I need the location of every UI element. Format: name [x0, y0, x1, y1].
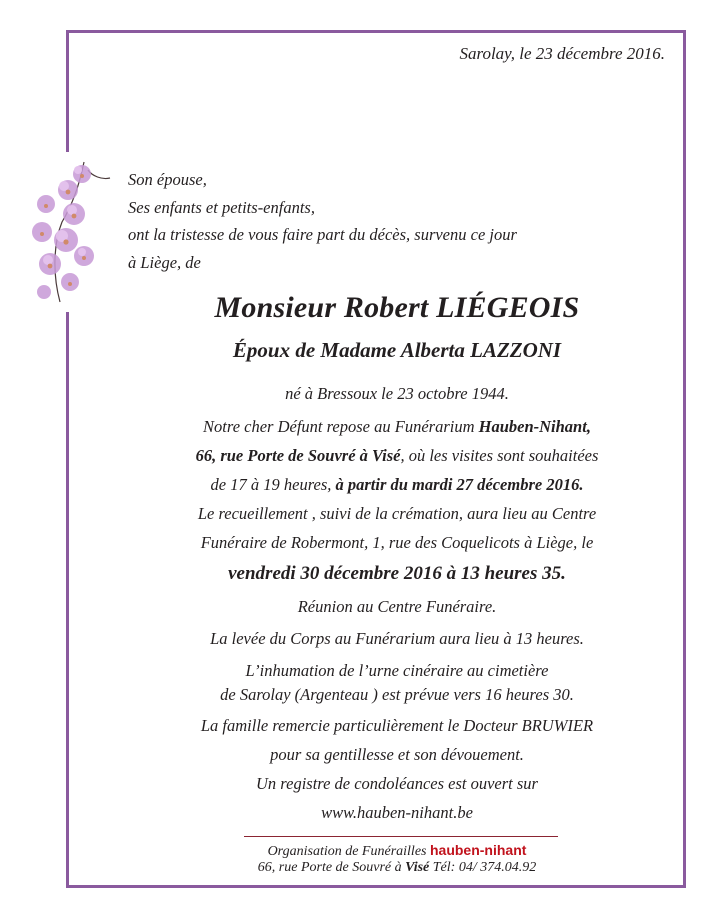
detail-line: La famille remercie particulièrement le Docteur BRUWIER — [200, 716, 594, 735]
intro-line: ont la tristesse de vous faire part du décès, survenu ce jour — [128, 225, 517, 244]
footer-address-text: 66, rue Porte de Souvré à — [257, 860, 406, 875]
spouse-line: Époux de Madame Alberta LAZZONI — [232, 338, 562, 362]
ceremony-line-1: Le recueillement , suivi de la crémation, aura lieu au Centre — [197, 504, 597, 523]
footer-address — [72, 860, 717, 876]
visits-line-2 — [72, 441, 717, 470]
brand-logo: hauben-nihant — [429, 842, 527, 858]
intro-block — [128, 166, 517, 276]
detail-line: La levée du Corps au Funérarium aura lieu à 13 heures. — [210, 629, 584, 648]
details-block — [72, 379, 717, 827]
orchid-flower-icon — [22, 152, 112, 312]
detail-line: de Sarolay (Argenteau ) est prévue vers 16 heures 30. — [220, 685, 574, 704]
intro-line: Ses enfants et petits-enfants, — [128, 197, 315, 217]
birth-line: né à Bressoux le 23 octobre 1944. — [285, 384, 509, 403]
visits-text: Notre cher Défunt repose au Funérarium — [203, 417, 479, 436]
date-line: Sarolay, le 23 décembre 2016. — [459, 44, 665, 63]
detail-line: Un registre de condoléances est ouvert sur — [256, 774, 538, 793]
footer-phone: Tél: 04/ 374.04.92 — [429, 860, 537, 875]
visits-start-date: à partir du mardi 27 décembre 2016. — [335, 475, 584, 494]
intro-line: Son épouse, — [128, 170, 207, 189]
funeral-home-address: 66, rue Porte de Souvré à Visé — [195, 446, 401, 465]
detail-line: Réunion au Centre Funéraire. — [297, 597, 497, 616]
footer-org-text: Organisation de Funérailles — [267, 844, 430, 859]
visits-line-1 — [72, 412, 717, 441]
intro-line: à Liège, de — [128, 252, 201, 272]
footer-divider — [244, 836, 558, 837]
funeral-home-name: Hauben-Nihant, — [478, 417, 591, 436]
ceremony-datetime: vendredi 30 décembre 2016 à 13 heures 35. — [228, 563, 566, 584]
footer-town: Visé — [405, 860, 430, 875]
detail-line: pour sa gentillesse et son dévouement. — [270, 745, 524, 764]
website-link[interactable]: www.hauben-nihant.be — [321, 803, 473, 822]
footer-org — [72, 842, 717, 860]
visits-line-3 — [72, 470, 717, 499]
visits-hours: de 17 à 19 heures, — [210, 475, 336, 494]
visits-text: , où les visites sont souhaitées — [400, 446, 599, 465]
ceremony-line-2: Funéraire de Robermont, 1, rue des Coquelicots à Liège, le — [200, 533, 594, 552]
detail-line: L’inhumation de l’urne cinéraire au cimetière — [245, 661, 549, 680]
deceased-name: Monsieur Robert LIÉGEOIS — [214, 291, 580, 324]
